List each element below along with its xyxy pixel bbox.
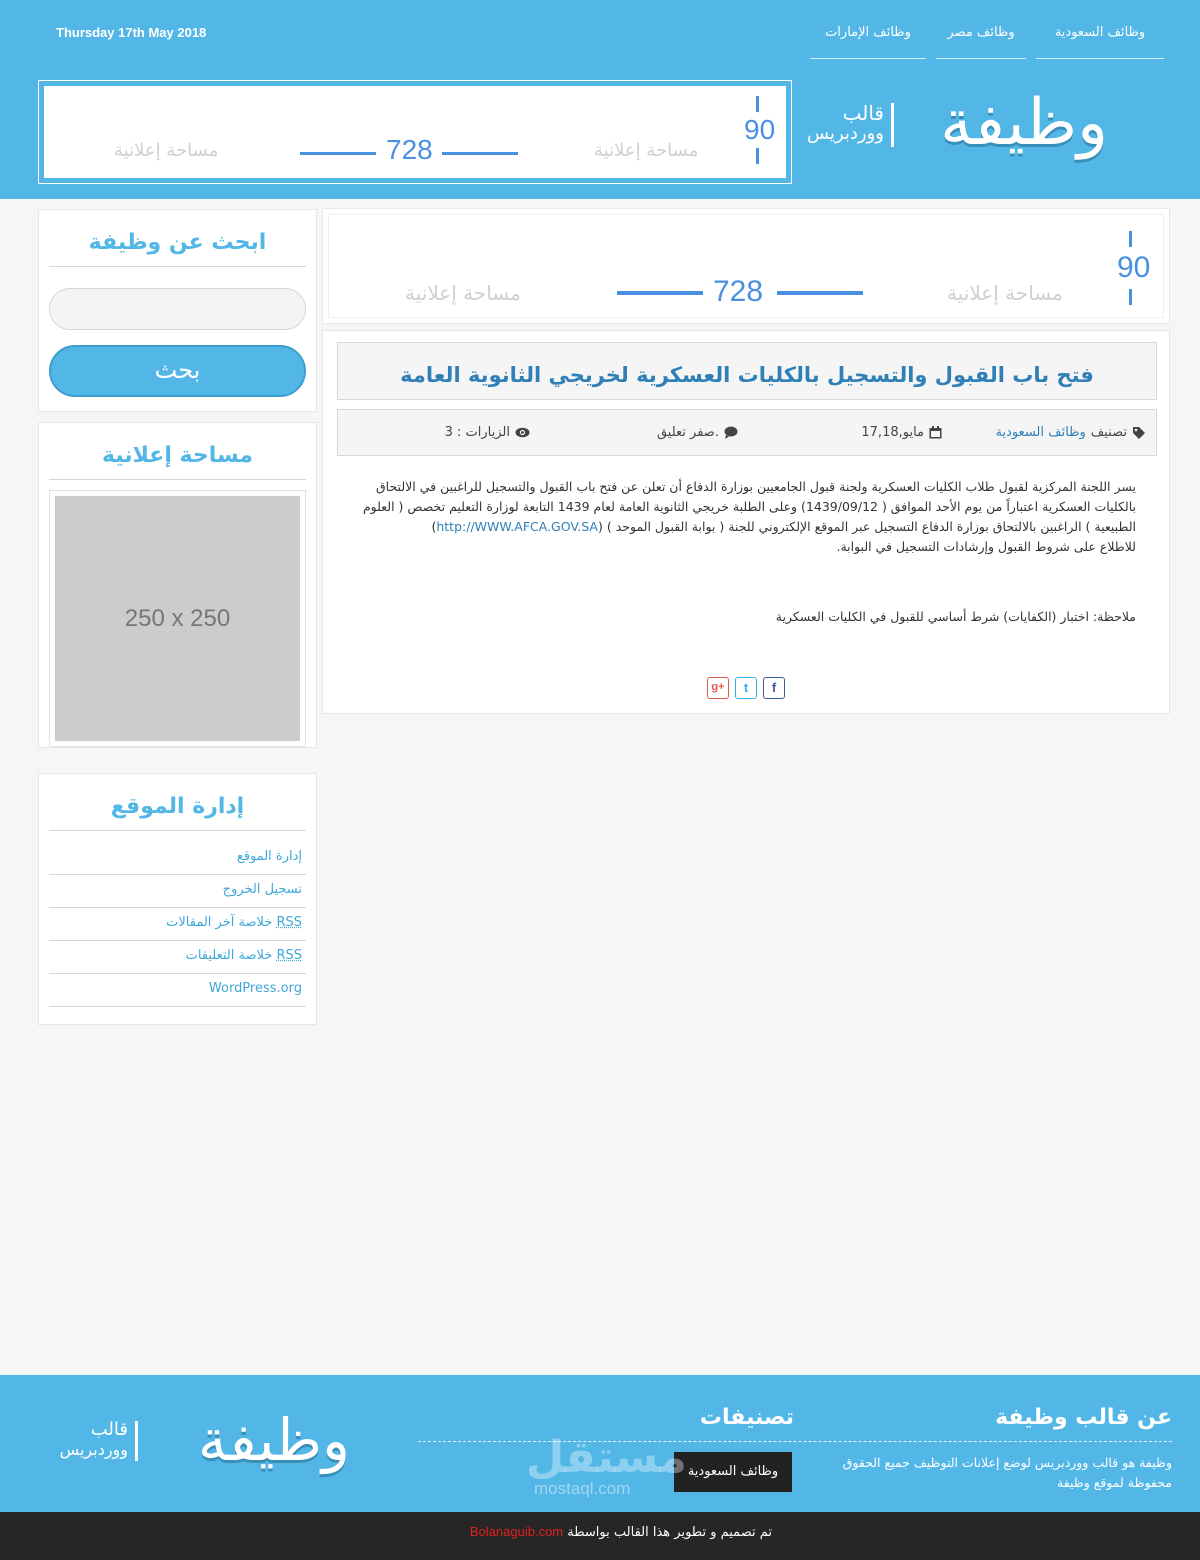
watermark-latin: mostaql.com: [534, 1479, 631, 1498]
ad-250-banner[interactable]: [49, 490, 306, 747]
share-buttons: [707, 677, 785, 699]
admin-widget: [38, 773, 317, 1025]
ad-height-bar-bottom: [1129, 289, 1132, 305]
post-note: ملاحظة: اختبار (الكفايات) شرط أساسي للقبول في الكليات العسكرية: [775, 609, 1136, 624]
link-label: تسجيل الخروج: [222, 882, 302, 897]
footer-category-saudi[interactable]: وظائف السعودية: [674, 1452, 792, 1492]
logo-divider: [891, 103, 894, 147]
nav-uae-jobs[interactable]: وظائف الإمارات: [810, 12, 926, 59]
eye-icon: [515, 427, 530, 438]
link-label: خلاصة آخر المقالات: [166, 915, 273, 930]
ad-placeholder: [328, 214, 1164, 318]
nav-saudi-jobs[interactable]: وظائف السعودية: [1036, 12, 1164, 59]
ad-250-placeholder: 250 x 250: [55, 496, 300, 741]
afca-link[interactable]: http://WWW.AFCA.GOV.SA: [436, 519, 598, 534]
header-date: Thursday 17th May 2018: [56, 25, 207, 40]
header-ad-banner[interactable]: [38, 80, 792, 184]
admin-link-wordpress[interactable]: [49, 974, 306, 1007]
ad-height-label: 90: [744, 114, 776, 145]
ad-widget-title: مساحة إعلانية: [49, 438, 306, 480]
post-article: [322, 330, 1170, 714]
ad-width-bar-right: [442, 152, 518, 155]
link-label: WordPress.org: [208, 981, 302, 996]
footer-about-title: عن قالب وظيفة: [995, 1405, 1172, 1430]
footer-credit-bar: [0, 1512, 1200, 1560]
link-label: إدارة الموقع: [236, 849, 302, 864]
search-button[interactable]: بحث: [49, 345, 306, 397]
ad-height-bar-top: [1129, 231, 1132, 247]
admin-link-comments-rss[interactable]: [49, 941, 306, 974]
logo-divider: [135, 1421, 138, 1461]
post-paragraph-1: يسر اللجنة المركزية لقبول طلاب الكليات العسكرية ولجنة قبول الجامعيين بوزارة الدفاع أن تعلن عن فتح باب القبول والتسجيل للراغبين في الالتحاق بالكليات العسكرية اعتباراً من يوم الأحد الموافق ( 1439/09/12) وعلى الطلبة خريجي الثانوية العامة لعام 1439 التابعة لوزارة التعليم تخصص ( العلوم الطبيعية ) الراغبين بالالتحاق بوزارة الدفاع التسجيل عبر الموقع الإلكتروني للجنة ( بوابة القبول الموحد ) (http://WWW.AFCA.GOV.SA): [362, 479, 1136, 534]
ad-label-left: مساحة إعلانية: [405, 281, 521, 305]
ad-label-right: مساحة إعلانية: [594, 140, 699, 161]
ad-width-label: 728: [386, 134, 433, 165]
google-plus-icon[interactable]: g+: [707, 677, 729, 699]
watermark-arabic: مستقل: [526, 1432, 687, 1483]
search-widget: [38, 209, 317, 412]
tag-icon: [1132, 426, 1146, 440]
search-input[interactable]: [49, 288, 306, 330]
category-link[interactable]: وظائف السعودية: [995, 425, 1086, 440]
top-nav: [810, 12, 1164, 59]
nav-egypt-jobs[interactable]: وظائف مصر: [936, 12, 1026, 59]
admin-link-posts-rss[interactable]: [49, 908, 306, 941]
admin-links: [49, 842, 306, 1007]
site-footer: [0, 1375, 1200, 1512]
calendar-icon: [929, 426, 942, 439]
mostaql-watermark: [526, 1432, 687, 1503]
ad-placeholder: [44, 86, 786, 178]
logo-subtitle-2: ووردبريس: [807, 123, 884, 144]
ad-label-right: مساحة إعلانية: [947, 281, 1063, 305]
link-label: خلاصة التعليقات: [185, 948, 273, 963]
date-value: 17,مايو,18: [861, 425, 924, 440]
admin-link-dashboard[interactable]: [49, 842, 306, 875]
site-logo[interactable]: [800, 78, 1120, 178]
facebook-icon[interactable]: f: [763, 677, 785, 699]
comment-icon: [724, 426, 738, 439]
logo-subtitle-1: قالب: [90, 1419, 128, 1440]
logo-subtitle-1: قالب: [842, 101, 884, 125]
ad-width-bar-left: [617, 291, 703, 295]
rss-abbr: RSS: [276, 915, 302, 930]
ad-width-bar-right: [777, 291, 863, 295]
footer-about-text: وظيفة هو قالب ووردبريس لوضع إعلانات التوظيف جميع الحقوق محفوظة لموقع وظيفة: [842, 1455, 1172, 1490]
post-body: [346, 477, 1136, 627]
post-comments[interactable]: [657, 425, 738, 440]
credit-text: تم تصميم و تطوير هذا القالب بواسطة: [567, 1525, 772, 1540]
category-prefix: تصنيف: [1090, 425, 1127, 440]
admin-widget-title: إدارة الموقع: [49, 789, 306, 831]
ad-label-left: مساحة إعلانية: [114, 140, 219, 161]
post-date: [861, 425, 942, 440]
logo-wordmark: وظيفة: [197, 1406, 350, 1474]
views-count: الزيارات : 3: [444, 425, 510, 440]
post-paragraph-text: يسر اللجنة المركزية لقبول طلاب الكليات العسكرية ولجنة قبول الجامعيين بوزارة الدفاع أن تعلن عن فتح باب القبول والتسجيل للراغبين في الالتحاق بالكليات العسكرية اعتباراً من يوم الأحد الموافق ( 1439/09/12) وعلى الطلبة خريجي الثانوية العامة لعام 1439 التابعة لوزارة التعليم تخصص ( العلوم الطبيعية ) الراغبين بالالتحاق بوزارة الدفاع التسجيل عبر الموقع الإلكتروني للجنة ( بوابة القبول الموحد ): [362, 479, 1136, 534]
ad-height-bar-top: [756, 96, 759, 112]
post-category: [995, 425, 1146, 440]
post-title[interactable]: فتح باب القبول والتسجيل بالكليات العسكرية لخريجي الثانوية العامة: [337, 342, 1157, 400]
logo-wordmark: وظيفة: [940, 86, 1108, 160]
content-ad-banner[interactable]: [322, 208, 1170, 324]
footer-categories-title: تصنيفات: [699, 1405, 794, 1430]
comments-count: صفر تعليق.: [656, 425, 719, 440]
credit-line: [470, 1524, 772, 1540]
admin-link-logout[interactable]: [49, 875, 306, 908]
post-paragraph-2: للاطلاع على شروط القبول وإرشادات التسجيل في البوابة.: [836, 539, 1136, 554]
credit-link[interactable]: Bolanaguib.com: [469, 1524, 564, 1539]
logo-subtitle-2: ووردبريس: [59, 1440, 128, 1459]
search-widget-title: ابحث عن وظيفة: [49, 225, 306, 267]
site-header: [0, 0, 1200, 199]
twitter-icon[interactable]: t: [735, 677, 757, 699]
ad-height-bar-bottom: [756, 148, 759, 164]
ad-widget: [38, 422, 317, 748]
footer-logo[interactable]: [40, 1395, 360, 1495]
rss-abbr: RSS: [276, 948, 302, 963]
ad-width-label: 728: [713, 275, 764, 308]
ad-height-label: 90: [1117, 251, 1151, 284]
ad-width-bar-left: [300, 152, 376, 155]
post-views: [445, 425, 530, 440]
post-meta-bar: [337, 409, 1157, 456]
